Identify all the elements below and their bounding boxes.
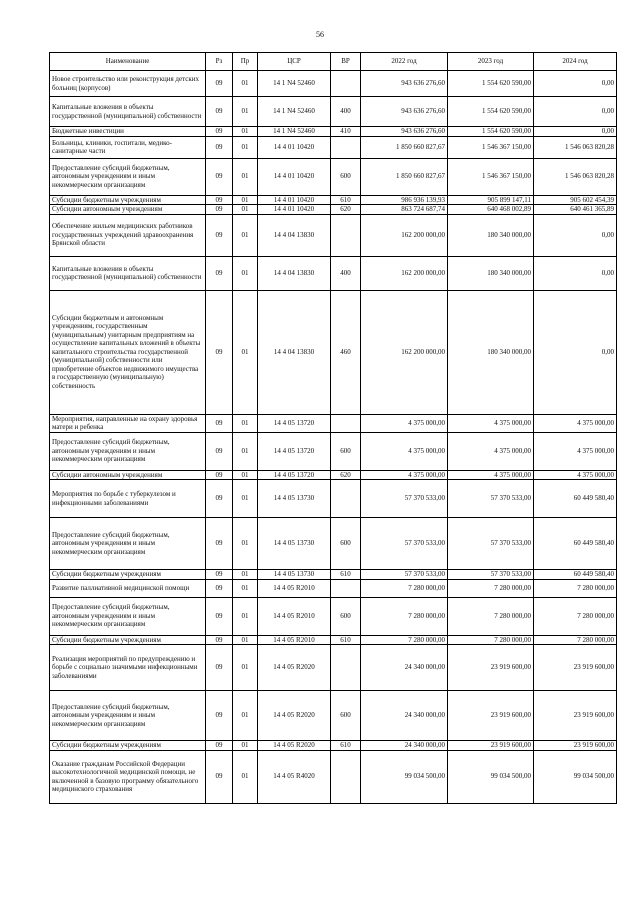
- row-2024-cell: 4 375 000,00: [534, 432, 617, 470]
- row-name-cell: Субсидии бюджетным и автономным учреждениям, государственным (муниципальным) унитарным предприятиям на осуществление капитальных вложений в объекты капитального строительства государственной (муниципальной) собственности или приобретение объектов недвижимого имущества в государственную (муниципальную) собственность: [50, 290, 206, 414]
- row-rz-cell: 09: [206, 518, 233, 570]
- row-csr-cell: 14 4 05 R2020: [258, 645, 331, 691]
- row-rz-cell: 09: [206, 570, 233, 580]
- row-2022-cell: 7 280 000,00: [361, 579, 448, 597]
- row-2023-cell: 180 340 000,00: [448, 290, 534, 414]
- page-number: 56: [316, 30, 324, 39]
- row-name-cell: Развитие паллиативной медицинской помощи: [50, 579, 206, 597]
- row-pr-cell: 01: [233, 256, 258, 290]
- row-2022-cell: 24 340 000,00: [361, 691, 448, 741]
- row-2024-cell: 60 449 580,40: [534, 518, 617, 570]
- row-rz-cell: 09: [206, 136, 233, 158]
- row-pr-cell: 01: [233, 71, 258, 97]
- row-2022-cell: 7 280 000,00: [361, 635, 448, 645]
- row-name-cell: Субсидии бюджетным учреждениям: [50, 195, 206, 205]
- table-header-row: [50, 53, 617, 71]
- row-2024-cell: 60 449 580,40: [534, 570, 617, 580]
- table-row: [50, 414, 617, 432]
- row-csr-cell: 14 4 04 13830: [258, 214, 331, 256]
- row-vr-cell: 610: [331, 635, 361, 645]
- row-rz-cell: 09: [206, 256, 233, 290]
- row-vr-cell: [331, 480, 361, 518]
- col-header-pr: Пр: [233, 53, 258, 71]
- row-rz-cell: 09: [206, 480, 233, 518]
- row-vr-cell: 610: [331, 570, 361, 580]
- row-2024-cell: 905 602 454,39: [534, 195, 617, 205]
- row-rz-cell: 09: [206, 127, 233, 137]
- row-2024-cell: 7 280 000,00: [534, 635, 617, 645]
- row-csr-cell: 14 1 N4 52460: [258, 127, 331, 137]
- row-csr-cell: 14 4 05 R2010: [258, 579, 331, 597]
- row-csr-cell: 14 4 05 13730: [258, 570, 331, 580]
- row-2022-cell: 943 636 276,60: [361, 71, 448, 97]
- row-name-cell: Бюджетные инвестиции: [50, 127, 206, 137]
- table-row: [50, 214, 617, 256]
- row-vr-cell: [331, 136, 361, 158]
- row-csr-cell: 14 1 N4 52460: [258, 71, 331, 97]
- table-row: [50, 127, 617, 137]
- row-2024-cell: 640 461 365,89: [534, 205, 617, 215]
- col-header-vr: ВР: [331, 53, 361, 71]
- row-rz-cell: 09: [206, 645, 233, 691]
- row-name-cell: Реализация мероприятий по предупреждению и борьбе с социально значимыми инфекционными заболеваниями: [50, 645, 206, 691]
- row-csr-cell: 14 4 01 10420: [258, 136, 331, 158]
- row-2024-cell: 1 546 063 820,28: [534, 136, 617, 158]
- row-2023-cell: 1 554 620 590,00: [448, 97, 534, 127]
- row-2023-cell: 1 546 367 150,00: [448, 136, 534, 158]
- row-2022-cell: 4 375 000,00: [361, 470, 448, 480]
- row-pr-cell: 01: [233, 570, 258, 580]
- row-name-cell: Субсидии бюджетным учреждениям: [50, 570, 206, 580]
- row-name-cell: Субсидии автономным учреждениям: [50, 470, 206, 480]
- row-vr-cell: 410: [331, 127, 361, 137]
- row-2023-cell: 4 375 000,00: [448, 414, 534, 432]
- row-name-cell: Предоставление субсидий бюджетным, автономным учреждениям и иным некоммерческим организациям: [50, 518, 206, 570]
- row-vr-cell: 600: [331, 518, 361, 570]
- table-row: [50, 597, 617, 635]
- row-2023-cell: 57 370 533,00: [448, 518, 534, 570]
- table-row: [50, 71, 617, 97]
- row-2023-cell: 4 375 000,00: [448, 470, 534, 480]
- row-vr-cell: 620: [331, 205, 361, 215]
- table-row: [50, 256, 617, 290]
- table-row: [50, 741, 617, 751]
- row-rz-cell: 09: [206, 750, 233, 803]
- row-rz-cell: 09: [206, 290, 233, 414]
- row-vr-cell: [331, 214, 361, 256]
- row-rz-cell: 09: [206, 470, 233, 480]
- table-row: [50, 470, 617, 480]
- row-csr-cell: 14 4 05 R2010: [258, 635, 331, 645]
- row-pr-cell: 01: [233, 195, 258, 205]
- table-row: [50, 290, 617, 414]
- row-pr-cell: 01: [233, 136, 258, 158]
- table-row: [50, 570, 617, 580]
- row-vr-cell: [331, 645, 361, 691]
- row-2023-cell: 7 280 000,00: [448, 597, 534, 635]
- row-2022-cell: 57 370 533,00: [361, 518, 448, 570]
- row-csr-cell: 14 4 01 10420: [258, 158, 331, 195]
- row-csr-cell: 14 4 05 13720: [258, 432, 331, 470]
- table-row: [50, 432, 617, 470]
- row-rz-cell: 09: [206, 691, 233, 741]
- row-vr-cell: 400: [331, 97, 361, 127]
- row-2022-cell: 863 724 687,74: [361, 205, 448, 215]
- row-csr-cell: 14 4 05 R2020: [258, 741, 331, 751]
- row-rz-cell: 09: [206, 97, 233, 127]
- row-rz-cell: 09: [206, 195, 233, 205]
- row-name-cell: Предоставление субсидий бюджетным, автономным учреждениям и иным некоммерческим организациям: [50, 691, 206, 741]
- row-vr-cell: 610: [331, 195, 361, 205]
- row-csr-cell: 14 4 04 13830: [258, 290, 331, 414]
- row-2022-cell: 1 850 660 827,67: [361, 136, 448, 158]
- row-2024-cell: 0,00: [534, 71, 617, 97]
- row-2022-cell: 99 034 500,00: [361, 750, 448, 803]
- row-csr-cell: 14 4 05 13720: [258, 414, 331, 432]
- row-2024-cell: 23 919 600,00: [534, 741, 617, 751]
- table-row: [50, 750, 617, 803]
- row-2022-cell: 24 340 000,00: [361, 645, 448, 691]
- row-2023-cell: 23 919 600,00: [448, 741, 534, 751]
- col-header-name: Наименование: [50, 53, 206, 71]
- row-name-cell: Мероприятия по борьбе с туберкулезом и инфекционными заболеваниями: [50, 480, 206, 518]
- row-vr-cell: 600: [331, 432, 361, 470]
- row-2024-cell: 0,00: [534, 97, 617, 127]
- row-2024-cell: 23 919 600,00: [534, 645, 617, 691]
- row-rz-cell: 09: [206, 205, 233, 215]
- row-name-cell: Предоставление субсидий бюджетным, автономным учреждениям и иным некоммерческим организациям: [50, 158, 206, 195]
- row-name-cell: Оказание гражданам Российской Федерации высокотехнологичной медицинской помощи, не включенной в базовую программу обязательного медицинского страхования: [50, 750, 206, 803]
- row-2024-cell: 99 034 500,00: [534, 750, 617, 803]
- row-2022-cell: 57 370 533,00: [361, 480, 448, 518]
- row-pr-cell: 01: [233, 432, 258, 470]
- row-name-cell: Капитальные вложения в объекты государственной (муниципальной) собственности: [50, 97, 206, 127]
- row-2024-cell: 4 375 000,00: [534, 470, 617, 480]
- row-pr-cell: 01: [233, 691, 258, 741]
- row-pr-cell: 01: [233, 597, 258, 635]
- col-header-2023: 2023 год: [448, 53, 534, 71]
- row-2023-cell: 180 340 000,00: [448, 214, 534, 256]
- row-2022-cell: 943 636 276,60: [361, 127, 448, 137]
- row-2023-cell: 905 899 147,11: [448, 195, 534, 205]
- row-rz-cell: 09: [206, 71, 233, 97]
- row-2023-cell: 180 340 000,00: [448, 256, 534, 290]
- row-pr-cell: 01: [233, 97, 258, 127]
- row-pr-cell: 01: [233, 741, 258, 751]
- row-vr-cell: 620: [331, 470, 361, 480]
- row-name-cell: Предоставление субсидий бюджетным, автономным учреждениям и иным некоммерческим организациям: [50, 432, 206, 470]
- row-pr-cell: 01: [233, 579, 258, 597]
- row-name-cell: Субсидии бюджетным учреждениям: [50, 741, 206, 751]
- row-2022-cell: 24 340 000,00: [361, 741, 448, 751]
- row-csr-cell: 14 4 05 R2020: [258, 691, 331, 741]
- table-row: [50, 97, 617, 127]
- row-2024-cell: 23 919 600,00: [534, 691, 617, 741]
- row-csr-cell: 14 4 01 10420: [258, 205, 331, 215]
- row-2022-cell: 162 200 000,00: [361, 256, 448, 290]
- row-rz-cell: 09: [206, 414, 233, 432]
- table-row: [50, 480, 617, 518]
- row-rz-cell: 09: [206, 214, 233, 256]
- table-row: [50, 635, 617, 645]
- row-rz-cell: 09: [206, 579, 233, 597]
- col-header-rz: Рз: [206, 53, 233, 71]
- col-header-2024: 2024 год: [534, 53, 617, 71]
- row-vr-cell: 600: [331, 597, 361, 635]
- row-2024-cell: 0,00: [534, 127, 617, 137]
- row-csr-cell: 14 1 N4 52460: [258, 97, 331, 127]
- row-vr-cell: 400: [331, 256, 361, 290]
- col-header-2022: 2022 год: [361, 53, 448, 71]
- row-name-cell: Субсидии бюджетным учреждениям: [50, 635, 206, 645]
- row-2023-cell: 1 546 367 150,00: [448, 158, 534, 195]
- table-row: [50, 579, 617, 597]
- row-2022-cell: 1 850 660 827,67: [361, 158, 448, 195]
- row-2022-cell: 986 936 139,93: [361, 195, 448, 205]
- row-rz-cell: 09: [206, 158, 233, 195]
- col-header-csr: ЦСР: [258, 53, 331, 71]
- row-2023-cell: 1 554 620 590,00: [448, 71, 534, 97]
- row-name-cell: Новое строительство или реконструкция детских больниц (корпусов): [50, 71, 206, 97]
- row-2022-cell: 162 200 000,00: [361, 214, 448, 256]
- row-csr-cell: 14 4 05 13730: [258, 480, 331, 518]
- row-name-cell: Больницы, клиники, госпитали, медико-санитарные части: [50, 136, 206, 158]
- budget-table: [49, 52, 617, 804]
- row-rz-cell: 09: [206, 432, 233, 470]
- row-rz-cell: 09: [206, 635, 233, 645]
- row-pr-cell: 01: [233, 645, 258, 691]
- row-2023-cell: 4 375 000,00: [448, 432, 534, 470]
- row-pr-cell: 01: [233, 518, 258, 570]
- row-2024-cell: 60 449 580,40: [534, 480, 617, 518]
- row-rz-cell: 09: [206, 597, 233, 635]
- row-2024-cell: 0,00: [534, 256, 617, 290]
- row-name-cell: Мероприятия, направленные на охрану здоровья матери и ребенка: [50, 414, 206, 432]
- table-row: [50, 158, 617, 195]
- row-2023-cell: 640 468 002,89: [448, 205, 534, 215]
- row-vr-cell: [331, 579, 361, 597]
- row-vr-cell: 600: [331, 691, 361, 741]
- row-pr-cell: 01: [233, 214, 258, 256]
- row-2023-cell: 57 370 533,00: [448, 480, 534, 518]
- row-name-cell: Субсидии автономным учреждениям: [50, 205, 206, 215]
- row-rz-cell: 09: [206, 741, 233, 751]
- row-pr-cell: 01: [233, 414, 258, 432]
- table-row: [50, 136, 617, 158]
- row-2023-cell: 99 034 500,00: [448, 750, 534, 803]
- row-vr-cell: 600: [331, 158, 361, 195]
- row-2024-cell: 0,00: [534, 290, 617, 414]
- row-pr-cell: 01: [233, 290, 258, 414]
- row-pr-cell: 01: [233, 635, 258, 645]
- row-vr-cell: 610: [331, 741, 361, 751]
- table-row: [50, 518, 617, 570]
- row-pr-cell: 01: [233, 205, 258, 215]
- row-name-cell: Капитальные вложения в объекты государственной (муниципальной) собственности: [50, 256, 206, 290]
- row-vr-cell: [331, 71, 361, 97]
- row-pr-cell: 01: [233, 470, 258, 480]
- table-row: [50, 645, 617, 691]
- row-2023-cell: 23 919 600,00: [448, 645, 534, 691]
- row-csr-cell: 14 4 05 13720: [258, 470, 331, 480]
- row-csr-cell: 14 4 05 R2010: [258, 597, 331, 635]
- row-name-cell: Предоставление субсидий бюджетным, автономным учреждениям и иным некоммерческим организациям: [50, 597, 206, 635]
- row-pr-cell: 01: [233, 127, 258, 137]
- row-2022-cell: 4 375 000,00: [361, 414, 448, 432]
- row-2023-cell: 57 370 533,00: [448, 570, 534, 580]
- row-2024-cell: 1 546 063 820,28: [534, 158, 617, 195]
- row-2023-cell: 1 554 620 590,00: [448, 127, 534, 137]
- row-vr-cell: [331, 750, 361, 803]
- row-2022-cell: 162 200 000,00: [361, 290, 448, 414]
- row-vr-cell: [331, 414, 361, 432]
- row-2024-cell: 7 280 000,00: [534, 597, 617, 635]
- row-csr-cell: 14 4 05 R4020: [258, 750, 331, 803]
- row-csr-cell: 14 4 04 13830: [258, 256, 331, 290]
- row-name-cell: Обеспечение жильем медицинских работников государственных учреждений здравоохранения Брянской области: [50, 214, 206, 256]
- row-2024-cell: 0,00: [534, 214, 617, 256]
- row-pr-cell: 01: [233, 158, 258, 195]
- row-2024-cell: 4 375 000,00: [534, 414, 617, 432]
- row-2022-cell: 4 375 000,00: [361, 432, 448, 470]
- row-csr-cell: 14 4 01 10420: [258, 195, 331, 205]
- table-row: [50, 195, 617, 205]
- row-csr-cell: 14 4 05 13730: [258, 518, 331, 570]
- table-row: [50, 691, 617, 741]
- row-2024-cell: 7 280 000,00: [534, 579, 617, 597]
- row-2023-cell: 7 280 000,00: [448, 635, 534, 645]
- row-2022-cell: 57 370 533,00: [361, 570, 448, 580]
- row-pr-cell: 01: [233, 750, 258, 803]
- row-2023-cell: 23 919 600,00: [448, 691, 534, 741]
- row-2022-cell: 943 636 276,60: [361, 97, 448, 127]
- table-row: [50, 205, 617, 215]
- row-vr-cell: 460: [331, 290, 361, 414]
- row-pr-cell: 01: [233, 480, 258, 518]
- row-2022-cell: 7 280 000,00: [361, 597, 448, 635]
- row-2023-cell: 7 280 000,00: [448, 579, 534, 597]
